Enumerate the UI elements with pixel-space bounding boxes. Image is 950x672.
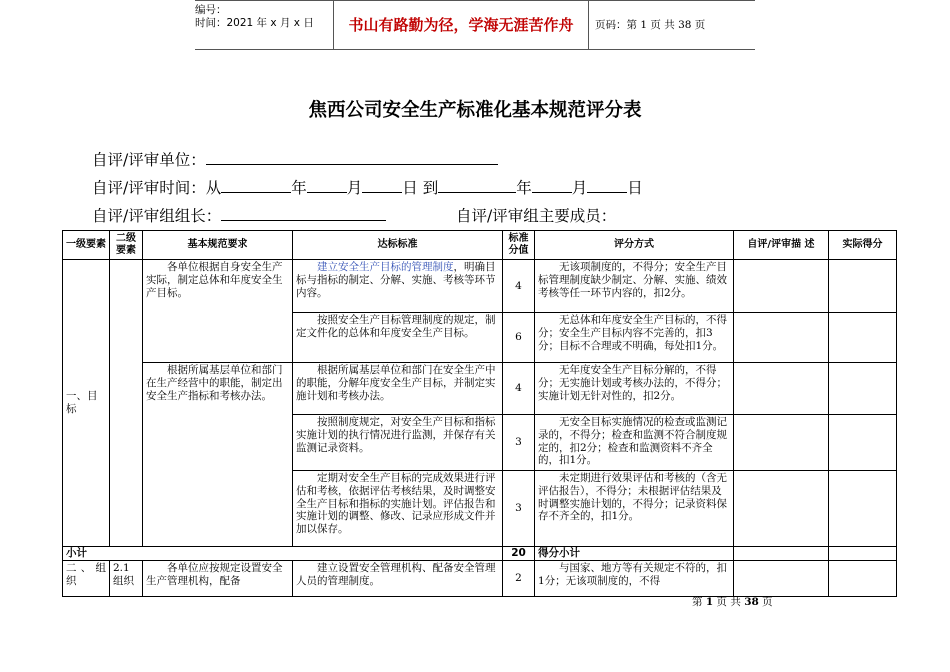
actual-cell[interactable]: [829, 313, 897, 363]
to-year-field[interactable]: [438, 177, 516, 193]
header-method: 评分方式: [535, 231, 734, 260]
score-cell: 2: [503, 560, 535, 596]
method-cell: 未定期进行效果评估和考核的（含无评估报告），不得分；未根据评估结果及时调整实施计划的，不得分；记录资料保存不齐全的，扣1分。: [535, 471, 734, 547]
table-row: [63, 260, 897, 313]
members-label: 自评/评审组主要成员：: [456, 207, 617, 225]
header-page-info: [595, 1, 705, 49]
subtotal-actual[interactable]: [829, 547, 897, 561]
leader-label: 自评/评审组组长：: [92, 207, 222, 225]
footer-pre: 第: [692, 596, 703, 608]
actual-cell[interactable]: [829, 363, 897, 415]
footer-page: 1: [705, 596, 714, 608]
desc-cell[interactable]: [734, 471, 829, 547]
method-cell: 无总体和年度安全生产目标的，不得分；安全生产目标内容不完善的，扣3分；目标不合理或不明确，每处扣1分。: [535, 313, 734, 363]
time-line: [92, 176, 643, 198]
score-table: [62, 230, 897, 597]
header-l1: 一级要素: [63, 231, 110, 260]
header-motto: 书山有路勤为径，学海无涯苦作舟: [333, 1, 589, 49]
actual-cell[interactable]: [829, 415, 897, 471]
header-meta: [195, 1, 333, 52]
table-row: [63, 363, 897, 415]
desc-cell[interactable]: [734, 313, 829, 363]
desc-cell[interactable]: [734, 260, 829, 313]
header-std: 达标标准: [293, 231, 503, 260]
actual-cell[interactable]: [829, 560, 897, 596]
document-header: [195, 0, 755, 50]
score-cell: 3: [503, 471, 535, 547]
element-l2-org: 2.1 组织: [110, 560, 143, 596]
subtotal-score: 20: [503, 547, 535, 561]
header-page-suffix: 页: [694, 19, 706, 31]
footer-post: 页: [762, 596, 773, 608]
std-cell: 根据所属基层单位和部门在安全生产中的职能，分解年度安全生产目标，并制定实施计划和考核办法。: [293, 363, 503, 415]
header-page-current: 1: [640, 19, 648, 31]
footer-total: 38: [744, 596, 759, 608]
method-cell: 无安全目标实施情况的检查或监测记录的，不得分；检查和监测不符合制度规定的，扣2分；检查和监测资料不齐全的，扣1分。: [535, 415, 734, 471]
std-link[interactable]: 建立安全生产目标的管理制度: [317, 261, 454, 273]
year-label-2: 年: [516, 179, 532, 197]
header-score-std: 标准分值: [503, 231, 535, 260]
subtotal-got: 得分小计: [535, 547, 734, 561]
to-day-field[interactable]: [587, 177, 627, 193]
subtotal-row: [63, 547, 897, 561]
desc-cell[interactable]: [734, 415, 829, 471]
std-cell: 按照制度规定，对安全生产目标和指标实施计划的执行情况进行监测，并保存有关监测记录资料。: [293, 415, 503, 471]
req-cell: 各单位应按规定设置安全生产管理机构，配备: [143, 560, 293, 596]
element-l2-empty: [110, 260, 143, 547]
header-time: 时间：2021 年 x 月 x 日: [195, 17, 314, 29]
from-month-field[interactable]: [307, 177, 347, 193]
time-from-label: 自评/评审时间：从: [92, 179, 222, 197]
std-rest: ，明确目标与指标的制定、分解、实施、考核等环节内容。: [296, 261, 496, 299]
to-label: 到: [422, 179, 439, 197]
std-cell: 定期对安全生产目标的完成效果进行评估和考核，依据评估考核结果，及时调整安全生产目标和指标的实施计划。评估报告和实施计划的调整、修改、记录应形成文件并加以保存。: [293, 471, 503, 547]
actual-cell[interactable]: [829, 260, 897, 313]
subtotal-desc[interactable]: [734, 547, 829, 561]
leader-line: [92, 204, 386, 226]
table-header-row: [63, 231, 897, 260]
footer-mid: 页 共: [716, 596, 741, 608]
actual-cell[interactable]: [829, 471, 897, 547]
score-cell: 4: [503, 363, 535, 415]
header-page-label: 页码：第: [595, 19, 637, 31]
table-row: [63, 560, 897, 596]
unit-line: [92, 148, 498, 170]
req-cell: 各单位根据自身安全生产实际，制定总体和年度安全生产目标。: [143, 260, 293, 363]
std-cell: [293, 260, 503, 313]
to-month-field[interactable]: [532, 177, 572, 193]
method-cell: 无该项制度的，不得分；安全生产目标管理制度缺少制定、分解、实施、绩效考核等任一环节内容的，扣2分。: [535, 260, 734, 313]
year-label: 年: [291, 179, 307, 197]
desc-cell[interactable]: [734, 560, 829, 596]
month-label: 月: [346, 179, 363, 197]
score-cell: 6: [503, 313, 535, 363]
score-cell: 4: [503, 260, 535, 313]
header-actual: 实际得分: [829, 231, 897, 260]
header-page-middle: 页 共: [650, 19, 675, 31]
unit-field[interactable]: [206, 149, 498, 165]
req-cell: 根据所属基层单位和部门在生产经营中的职能，制定出安全生产指标和考核办法。: [143, 363, 293, 547]
method-cell: 无年度安全生产目标分解的，不得分；无实施计划或考核办法的，不得分；实施计划无针对性的，扣2分。: [535, 363, 734, 415]
header-page-total: 38: [678, 19, 692, 31]
std-cell: 建立设置安全管理机构、配备安全管理人员的管理制度。: [293, 560, 503, 596]
month-label-2: 月: [571, 179, 588, 197]
std-cell: 按照安全生产目标管理制度的规定，制定文件化的总体和年度安全生产目标。: [293, 313, 503, 363]
day-label-2: 日: [627, 179, 643, 197]
day-label: 日: [402, 179, 418, 197]
page-title: 焦西公司安全生产标准化基本规范评分表: [308, 100, 642, 121]
score-cell: 3: [503, 415, 535, 471]
page-footer: [692, 594, 773, 609]
header-l2: 二级要素: [110, 231, 143, 260]
serial-number-label: 编号：: [195, 4, 227, 16]
from-year-field[interactable]: [221, 177, 291, 193]
from-day-field[interactable]: [362, 177, 402, 193]
leader-field[interactable]: [221, 205, 386, 221]
desc-cell[interactable]: [734, 363, 829, 415]
element-org: 二、组织: [63, 560, 110, 596]
element-goal: 一、目标: [63, 260, 110, 547]
header-req: 基本规范要求: [143, 231, 293, 260]
unit-label: 自评/评审单位：: [92, 151, 206, 169]
header-desc: 自评/评审描 述: [734, 231, 829, 260]
subtotal-label: 小计: [63, 547, 503, 561]
method-cell: 与国家、地方等有关规定不符的，扣1分；无该项制度的，不得: [535, 560, 734, 596]
